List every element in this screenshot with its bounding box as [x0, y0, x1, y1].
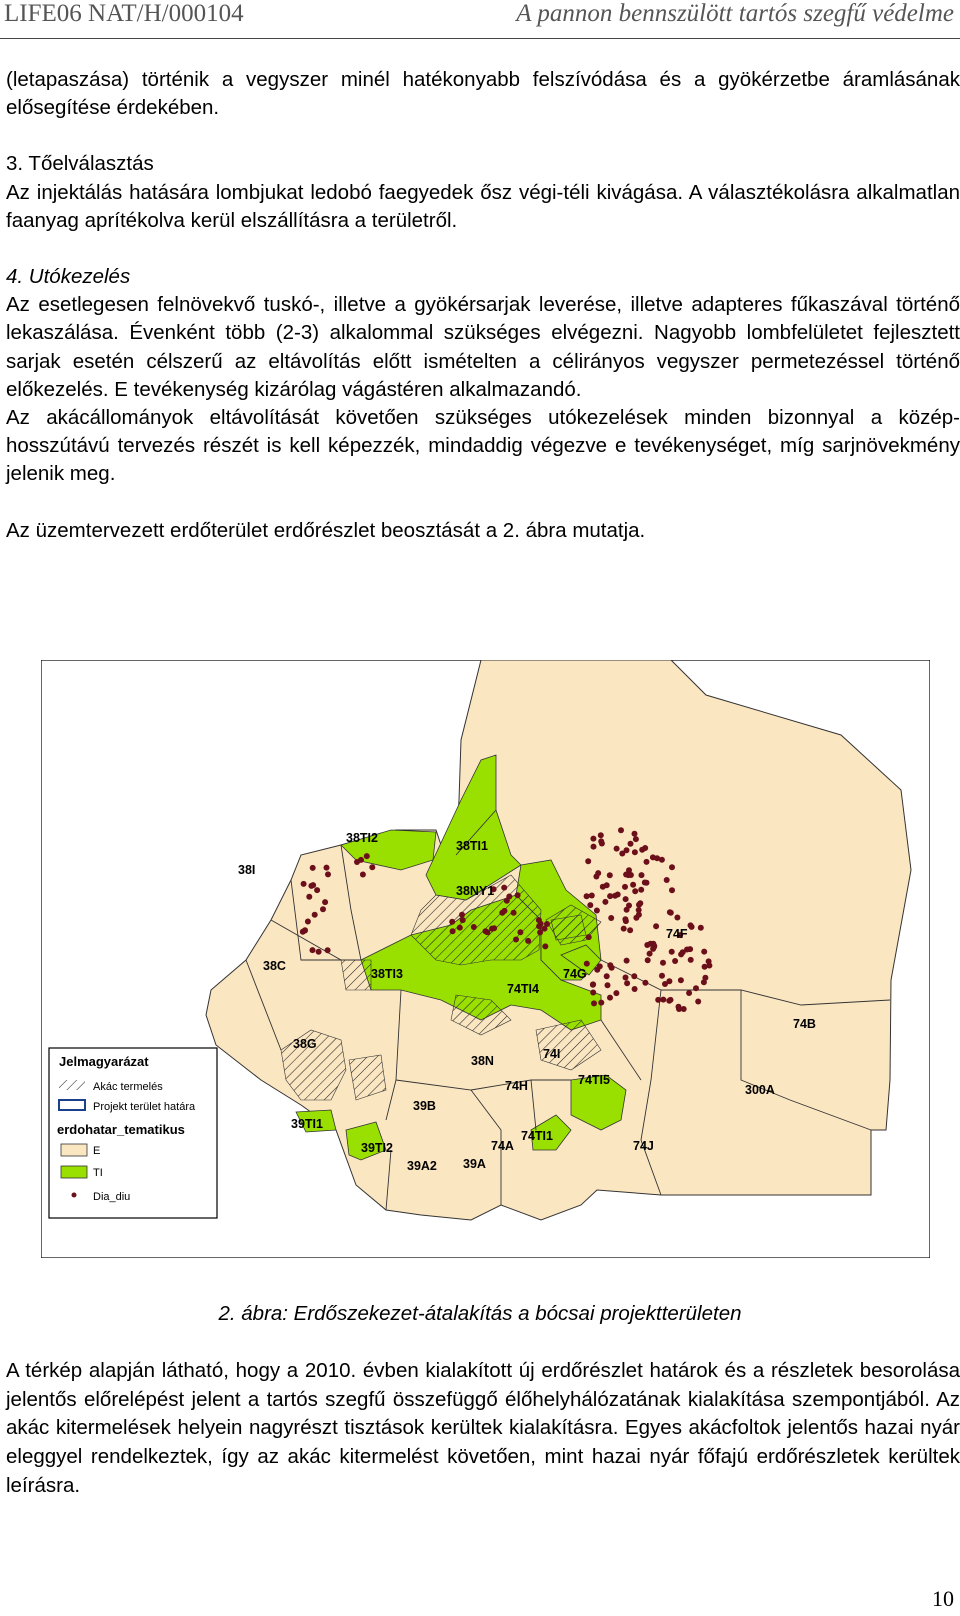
dot: [669, 887, 675, 893]
dot: [655, 997, 661, 1003]
dot: [614, 846, 620, 852]
dot: [306, 894, 312, 900]
paragraph-bottom: A térkép alapján látható, hogy a 2010. évben kialakított új erdőrészlet határok és a részletek besorolása jelentős előrelépést jelent a tartós szegfű összefüggő élőhelyhálózatának kialakítása szempontjából. Az akác kitermelések helyein nagyrészt tisztások kerültek kialakításra. Egyes akácfoltok jelentős hazai nyár eleggyel rendelkeztek, így az akác kitermelést követően, mint hazai nyár főfajú erdőrészletek kerültek leírásra.: [6, 1359, 960, 1497]
zone-label: 38TI3: [371, 967, 403, 981]
dot: [459, 912, 465, 918]
dot: [618, 827, 624, 833]
map-legend: [49, 1048, 217, 1218]
project-code: LIFE06 NAT/H/000104: [4, 0, 244, 27]
dot: [511, 910, 517, 916]
zone-label: 74H: [505, 1079, 528, 1093]
dot: [662, 981, 668, 987]
dot: [542, 943, 548, 949]
dot: [607, 962, 613, 968]
dot: [325, 871, 331, 877]
dot: [589, 893, 595, 899]
heading-3: 3. Tőelválasztás: [6, 152, 154, 176]
paragraph-4b: Az akácállományok eltávolítását követően szükséges utókezelések minden bizonnyal a közép-hosszútávú tervezés részét is kell képezzék, mindaddig végezve e tevékenységet, míg sarjnövekmény jelenik meg.: [6, 406, 960, 486]
legend-group: erdohatar_tematikus: [57, 1122, 185, 1137]
dot: [301, 881, 307, 887]
dot: [591, 844, 597, 850]
zone-label: 39B: [413, 1099, 436, 1113]
zone-label: 39TI2: [361, 1141, 393, 1155]
dot: [602, 899, 608, 905]
dot: [598, 832, 604, 838]
zone-label: 38G: [293, 1037, 317, 1051]
dot: [630, 882, 636, 888]
dot: [310, 947, 316, 953]
dot: [693, 985, 699, 991]
dot: [653, 923, 659, 929]
dot: [517, 929, 523, 935]
legend-boundary: Projekt terület határa: [93, 1101, 196, 1113]
dot: [502, 908, 508, 914]
dot: [598, 838, 604, 844]
dot: [632, 831, 638, 837]
dot: [585, 858, 591, 864]
zone-label: 74B: [793, 1017, 816, 1031]
dot: [302, 927, 308, 933]
dot: [316, 949, 322, 955]
zone-label: 38TI2: [346, 831, 378, 845]
dot: [324, 865, 330, 871]
dot: [686, 990, 692, 996]
dot: [600, 884, 606, 890]
zone-label: 39A: [463, 1157, 486, 1171]
dot: [638, 887, 644, 893]
dot: [595, 870, 601, 876]
dot: [632, 888, 638, 894]
dot: [666, 998, 672, 1004]
dot: [621, 926, 627, 932]
dot: [642, 880, 648, 886]
dot: [688, 957, 694, 963]
legend-dots: Dia_diu: [93, 1191, 131, 1203]
zone-label: 39A2: [407, 1159, 437, 1173]
dot: [701, 979, 707, 985]
zone-label: 74TI4: [507, 982, 539, 996]
dot: [607, 872, 613, 878]
dot: [632, 849, 638, 855]
dot: [645, 957, 651, 963]
dot: [590, 982, 596, 988]
dot: [587, 902, 593, 908]
dot: [584, 961, 590, 967]
legend-acac: Akác termelés: [93, 1081, 163, 1093]
dot: [631, 973, 637, 979]
dot: [525, 938, 531, 944]
zone-label: 74G: [563, 967, 587, 981]
dot: [642, 980, 648, 986]
zone-label: 300A: [745, 1083, 775, 1097]
dot: [636, 912, 642, 918]
dot: [639, 847, 645, 853]
project-title: A pannon bennszülött tartós szegfű védelme: [516, 0, 954, 27]
dot: [672, 958, 678, 964]
dot: [659, 973, 665, 979]
zone-label: 74I: [543, 1047, 561, 1061]
dot: [460, 917, 466, 923]
dot: [594, 908, 600, 914]
zone-label: 74A: [491, 1139, 514, 1153]
dot: [654, 855, 660, 861]
dot: [660, 960, 666, 966]
dot: [624, 958, 630, 964]
dot: [450, 928, 456, 934]
dot: [623, 896, 629, 902]
dot: [515, 892, 521, 898]
figure-caption: 2. ábra: Erdőszekezet-átalakítás a bócsai projektterületen: [218, 1302, 742, 1325]
dot: [632, 986, 638, 992]
dot: [678, 977, 684, 983]
zone-label: 39TI1: [291, 1117, 323, 1131]
zone-label: 38I: [238, 863, 256, 877]
zone-label: 38TI1: [456, 839, 488, 853]
dot: [305, 919, 311, 925]
dot: [650, 946, 656, 952]
dot: [491, 925, 497, 931]
bottom-text: [6, 1357, 960, 1501]
dot: [536, 917, 542, 923]
zone-label: 74TI5: [578, 1073, 610, 1087]
page-header: [0, 0, 960, 39]
dot: [310, 865, 316, 871]
paragraph-4a: Az esetlegesen felnövekvő tuskó-, illetve a gyökérsarjak leverése, illetve adapteres fűkaszával történő lekaszálása. Évenként több (2-3) alkalommal szükséges elvégezni. Nagyobb lombfelületet fejlesztett sarjak esetén célszerű az eltávolítás előtt ismételten a célirányos vegyszer permetezéssel történő előkezelés. E tevékenység kizárólag vágástéren alkalmazandó.: [6, 293, 960, 401]
dot: [627, 927, 633, 933]
heading-4: 4. Utókezelés: [6, 265, 131, 289]
zone-label: 74F: [666, 927, 688, 941]
zone-label: 38N: [471, 1054, 494, 1068]
dot: [669, 864, 675, 870]
dot: [676, 1006, 682, 1012]
dot: [623, 975, 629, 981]
dot: [320, 906, 326, 912]
dot: [668, 910, 674, 916]
dot: [607, 995, 613, 1001]
dot: [354, 859, 360, 865]
zone-label: 74TI1: [521, 1129, 553, 1143]
dot: [360, 872, 366, 878]
dot: [633, 836, 639, 842]
dot: [644, 859, 650, 865]
dot: [622, 916, 628, 922]
dot: [325, 947, 331, 953]
area-acac-6: [341, 960, 371, 990]
dot: [501, 885, 507, 891]
zone-label: 38C: [263, 959, 286, 973]
dot: [637, 900, 643, 906]
dot: [598, 1000, 604, 1006]
dot: [591, 1000, 597, 1006]
dot: [706, 958, 712, 964]
dot: [619, 851, 625, 857]
dot: [660, 997, 666, 1003]
legend-e: E: [93, 1145, 101, 1157]
paragraph-5: Az üzemtervezett erdőterület erdőrészlet beosztását a 2. ábra mutatja.: [6, 518, 646, 542]
dot: [604, 973, 610, 979]
dot: [664, 877, 670, 883]
dot: [701, 949, 707, 955]
dot: [622, 884, 628, 890]
dot: [308, 883, 314, 889]
dot: [471, 924, 477, 930]
dot: [639, 872, 645, 878]
zone-label: 38NY1: [456, 884, 495, 898]
dot: [544, 921, 550, 927]
dot: [364, 853, 370, 859]
dot: [702, 964, 708, 970]
forest-map: [41, 660, 930, 1258]
dot: [684, 947, 690, 953]
dot: [689, 924, 695, 930]
dot: [628, 841, 634, 847]
dot: [590, 836, 596, 842]
dot: [698, 925, 704, 931]
dot: [669, 949, 675, 955]
body-text: [6, 66, 960, 545]
dot: [506, 894, 512, 900]
dot: [513, 937, 519, 943]
dot: [613, 990, 619, 996]
dot: [678, 951, 684, 957]
dot: [624, 980, 630, 986]
dot: [369, 864, 375, 870]
legend-title: Jelmagyarázat: [59, 1054, 149, 1069]
dot: [607, 893, 613, 899]
dot: [674, 915, 680, 921]
legend-ti: TI: [93, 1167, 103, 1179]
dot: [584, 893, 590, 899]
page-number: 10: [932, 1586, 954, 1611]
dot: [626, 903, 632, 909]
dot: [586, 934, 592, 940]
dot: [695, 999, 701, 1005]
dot: [484, 929, 490, 935]
paragraph-intro: (letapaszása) történik a vegyszer minél hatékonyabb felszívódása és a gyökérzetbe áramlásának elősegítése érdekében.: [6, 68, 960, 120]
paragraph-3: Az injektálás hatására lombjukat ledobó faegyedek ősz végi-téli kivágása. A választékolásra alkalmatlan faanyag aprítékolva kerül elszállításra a területről.: [6, 180, 960, 232]
dot: [314, 887, 320, 893]
dot: [322, 899, 328, 905]
dot: [449, 919, 455, 925]
dot: [594, 967, 600, 973]
dot: [608, 915, 614, 921]
dot: [605, 982, 611, 988]
zone-label: 74J: [633, 1139, 654, 1153]
dot: [457, 925, 463, 931]
dot: [312, 912, 318, 918]
dot: [590, 990, 596, 996]
dot: [626, 867, 632, 873]
